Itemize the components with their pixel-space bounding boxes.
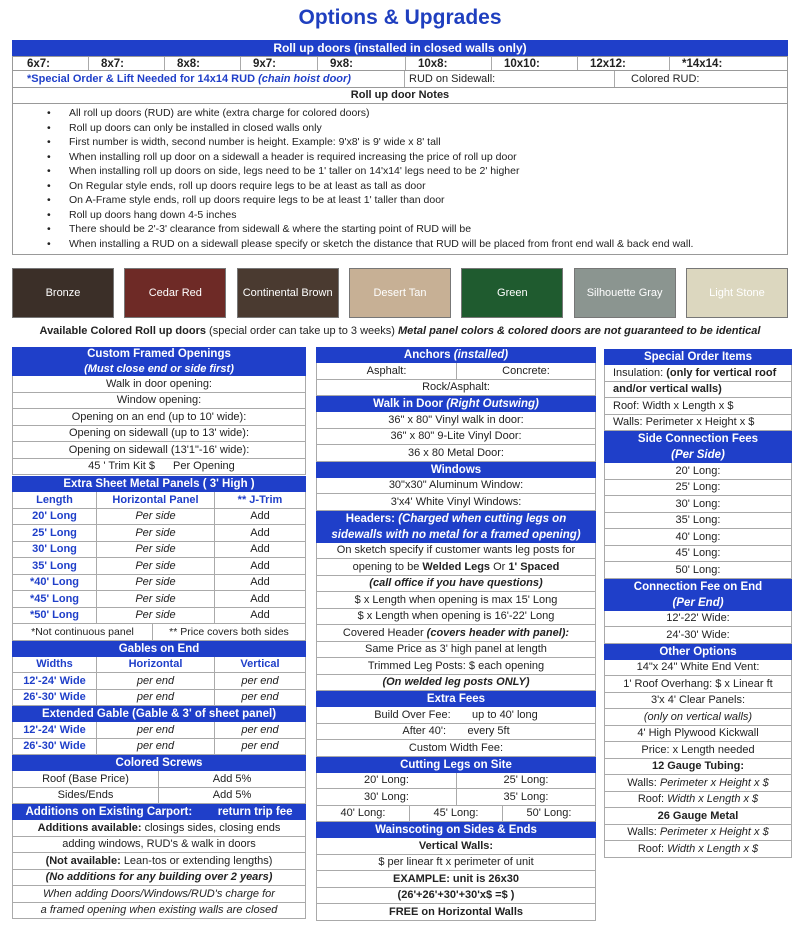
goe-row: 12'-24' Wide per end per end — [12, 673, 306, 690]
esm-length: *40' Long — [13, 575, 97, 591]
rud-note: • First number is width, second number is height. Example: 9'x8' is 9' wide x 8' tall — [13, 135, 787, 150]
rud-notes-list — [12, 104, 788, 255]
swatch-silhouette-gray: Silhouette Gray — [574, 268, 676, 318]
scf-row: 40' Long: — [604, 529, 792, 546]
scf-row: 25' Long: — [604, 480, 792, 497]
rud-note: • When installing a RUD on a sidewall please specify or sketch the distance that RUD will be placed from front end wall & back end wall. — [13, 237, 787, 252]
oo-line: 12 Gauge Tubing: — [604, 759, 792, 776]
esm-jtrim: Add — [250, 576, 270, 589]
esm-horizontal: Per side — [97, 591, 215, 607]
cut-title: Cutting Legs on Site — [316, 757, 596, 773]
fee-line: Custom Width Fee: — [316, 740, 596, 757]
oo-line: Walls: Perimeter x Height x $ — [604, 825, 792, 842]
headers-title-2: sidewalls with no metal for a framed opening) — [316, 527, 596, 543]
add-line: adding windows, RUD's & walk in doors — [12, 837, 306, 854]
esm-horizontal: Per side — [97, 525, 215, 541]
wain-line: FREE on Horizontal Walls — [316, 904, 596, 921]
wain-line: $ per linear ft x perimeter of unit — [316, 855, 596, 872]
esm-horizontal: Per side — [97, 575, 215, 591]
cut-row: 20' Long: 25' Long: — [316, 773, 596, 790]
ins-line: Insulation: (only for vertical roof — [604, 365, 792, 382]
wain-line: EXAMPLE: unit is 26x30 — [316, 871, 596, 888]
fee-line: Build Over Fee: up to 40' long — [316, 707, 596, 724]
esm-length: 30' Long — [13, 542, 97, 558]
window-row: 3'x4' White Vinyl Windows: — [316, 494, 596, 511]
rud-size: *14x14: — [682, 57, 723, 70]
cfe-row: 24'-30' Wide: — [604, 627, 792, 644]
rud-size: 8x8: — [165, 57, 241, 70]
swatch-light-stone: Light Stone — [686, 268, 788, 318]
eg-table — [12, 722, 306, 755]
esm-row — [12, 591, 306, 608]
cs-title: Colored Screws — [12, 755, 306, 771]
oo-title: Other Options — [604, 644, 792, 660]
scf-row: 30' Long: — [604, 496, 792, 513]
eg-row: 26'-30' Wide per end per end — [12, 739, 306, 756]
esm-horizontal: Per side — [97, 558, 215, 574]
goe-table — [12, 657, 306, 707]
page-title: Options & Upgrades — [298, 6, 502, 29]
goe-header-row: Widths Horizontal Vertical — [12, 657, 306, 674]
oo-line: 3'x 4' Clear Panels: — [604, 693, 792, 710]
oo-line: Roof: Width x Length x $ — [604, 841, 792, 858]
cut-row: 30' Long: 35' Long: — [316, 789, 596, 806]
rud-note: • On A-Frame style ends, roll up doors require legs to be at least 1' taller than door — [13, 193, 787, 208]
rud-note: • When installing roll up door on a sidewall a header is required increasing the price of roll up door — [13, 150, 787, 165]
esm-table — [12, 492, 306, 641]
cfe-row: 12'-22' Wide: — [604, 611, 792, 628]
headers-title: Headers: (Charged when cutting legs on — [316, 511, 596, 527]
rud-special-row — [12, 71, 788, 88]
add-line: When adding Doors/Windows/RUD's charge for — [12, 886, 306, 903]
ins-roof: Roof: Width x Length x $ — [604, 398, 792, 415]
cs-row: Sides/Ends Add 5% — [12, 788, 306, 805]
esm-row — [12, 542, 306, 559]
cfo-subtitle: (Must close end or side first) — [12, 362, 306, 376]
swatch-continental-brown: Continental Brown — [237, 268, 339, 318]
esm-length: 25' Long — [13, 525, 97, 541]
cfe-title: Connection Fee on End — [604, 579, 792, 595]
esm-length: *45' Long — [13, 591, 97, 607]
oo-line: (only on vertical walls) — [604, 709, 792, 726]
esm-row — [12, 608, 306, 625]
rud-note: • Roll up doors can only be installed in closed walls only — [13, 121, 787, 136]
anchors-title: Anchors (installed) — [316, 347, 596, 363]
wid-row: 36" x 80" Vinyl walk in door: — [316, 412, 596, 429]
cfe-subtitle: (Per End) — [604, 595, 792, 611]
esm-footer: *Not continuous panel ** Price covers both sides — [12, 624, 306, 641]
rud-note: • All roll up doors (RUD) are white (extra charge for colored doors) — [13, 106, 787, 121]
rud-section — [12, 40, 788, 255]
soi-title: Special Order Items — [604, 349, 792, 365]
add-line: Additions available: closings sides, closing ends — [12, 820, 306, 837]
cs-row: Roof (Base Price) Add 5% — [12, 771, 306, 788]
hdr-line: (On welded leg posts ONLY) — [316, 675, 596, 692]
esm-header-row: Length Horizontal Panel ** J-Trim — [12, 492, 306, 509]
swatch-cedar-red: Cedar Red — [124, 268, 226, 318]
cfo-title: Custom Framed Openings — [12, 347, 306, 362]
rud-size: 8x7: — [89, 57, 165, 70]
swatch-bronze: Bronze — [12, 268, 114, 318]
ins-line: and/or vertical walls) — [604, 382, 792, 399]
rud-special-note: (chain hoist door) — [258, 73, 351, 85]
scf-row: 45' Long: — [604, 546, 792, 563]
oo-line: 26 Gauge Metal — [604, 808, 792, 825]
rud-size: 9x8: — [318, 57, 406, 70]
esm-jtrim: Add — [250, 510, 270, 523]
esm-jtrim: Add — [250, 559, 270, 572]
esm-jtrim: Add — [250, 526, 270, 539]
rud-notes-title: Roll up door Notes — [12, 88, 788, 104]
hdr-line: $ x Length when opening is 16'-22' Long — [316, 609, 596, 626]
esm-row — [12, 558, 306, 575]
side-opening: Opening on sidewall (up to 13' wide): — [12, 426, 306, 443]
eg-row: 12'-24' Wide per end per end — [12, 722, 306, 739]
esm-length: 35' Long — [13, 558, 97, 574]
side-opening-2: Opening on sidewall (13'1"-16' wide): — [12, 442, 306, 459]
scf-row: 50' Long: — [604, 562, 792, 579]
windows-title: Windows — [316, 462, 596, 478]
rud-size: 10x10: — [492, 57, 578, 70]
rud-note: • When installing roll up doors on side, legs need to be 1' taller on 14'x14' legs need to be 2' higher — [13, 164, 787, 179]
oo-line: 1' Roof Overhang: $ x Linear ft — [604, 676, 792, 693]
rud-note: • There should be 2'-3' clearance from sidewall & where the starting point of RUD will be — [13, 222, 787, 237]
rock-asphalt: Rock/Asphalt: — [316, 380, 596, 397]
rud-note: • Roll up doors hang down 4-5 inches — [13, 208, 787, 223]
rud-header: Roll up doors (installed in closed walls only) — [12, 40, 788, 56]
rud-size: 12x12: — [578, 57, 670, 70]
color-swatches — [12, 268, 788, 318]
swatch-green: Green — [461, 268, 563, 318]
rud-special: *Special Order & Lift Needed for 14x14 RUD — [27, 73, 256, 85]
esm-horizontal: Per side — [97, 509, 215, 525]
esm-jtrim: Add — [250, 543, 270, 556]
hdr-line: $ x Length when opening is max 15' Long — [316, 592, 596, 609]
rud-size: 10x8: — [406, 57, 492, 70]
oo-line: Walls: Perimeter x Height x $ — [604, 775, 792, 792]
hdr-line: opening to be Welded Legs Or 1' Spaced — [316, 559, 596, 576]
wain-line: Vertical Walls: — [316, 838, 596, 855]
oo-line: Price: x Length needed — [604, 742, 792, 759]
esm-row — [12, 525, 306, 542]
trim-row: 45 ' Trim Kit $ Per Opening — [12, 459, 306, 476]
hdr-line: Covered Header (covers header with panel): — [316, 625, 596, 642]
esm-horizontal: Per side — [97, 542, 215, 558]
esm-horizontal: Per side — [97, 608, 215, 624]
color-caption: Available Colored Roll up doors (special order can take up to 3 weeks) Metal panel colors & colored doors are not guaranteed to be identical — [39, 325, 761, 337]
oo-line: Roof: Width x Length x $ — [604, 792, 792, 809]
anchors-row: Asphalt: Concrete: — [316, 363, 596, 380]
add-line: (Not available: Lean-tos or extending lengths) — [12, 853, 306, 870]
fees-title: Extra Fees — [316, 691, 596, 707]
scf-row: 35' Long: — [604, 513, 792, 530]
wain-title: Wainscoting on Sides & Ends — [316, 822, 596, 838]
additions-title: Additions on Existing Carport: return trip fee — [12, 804, 306, 820]
goe-title: Gables on End — [12, 641, 306, 657]
ins-walls: Walls: Perimeter x Height x $ — [604, 415, 792, 432]
esm-length: *50' Long — [13, 608, 97, 624]
scf-title: Side Connection Fees — [604, 431, 792, 447]
cs-table — [12, 771, 306, 804]
hdr-line: Same Price as 3' high panel at length — [316, 642, 596, 659]
esm-jtrim: Add — [250, 592, 270, 605]
rud-on-sidewall: RUD on Sidewall: — [405, 71, 615, 87]
rud-note: • On Regular style ends, roll up doors require legs to be at least as tall as door — [13, 179, 787, 194]
rud-size: 6x7: — [13, 57, 89, 70]
cut-row: 40' Long: 45' Long: 50' Long: — [316, 806, 596, 823]
rud-size: 9x7: — [241, 57, 318, 70]
wid-row: 36" x 80" 9-Lite Vinyl Door: — [316, 429, 596, 446]
window-row: 30"x30" Aluminum Window: — [316, 478, 596, 495]
wain-line: (26'+26'+30'+30'x$ =$ ) — [316, 888, 596, 905]
oo-line: 4' High Plywood Kickwall — [604, 726, 792, 743]
middle-column — [316, 347, 596, 921]
esm-jtrim: Add — [250, 609, 270, 622]
window-opening: Window opening: — [12, 393, 306, 410]
end-opening: Opening on an end (up to 10' wide): — [12, 409, 306, 426]
walk-in-opening: Walk in door opening: — [12, 376, 306, 393]
fee-line: After 40': every 5ft — [316, 724, 596, 741]
hdr-line: On sketch specify if customer wants leg posts for — [316, 543, 596, 560]
wid-row: 36 x 80 Metal Door: — [316, 445, 596, 462]
eg-title: Extended Gable (Gable & 3' of sheet panel) — [12, 706, 306, 722]
swatch-desert-tan: Desert Tan — [349, 268, 451, 318]
add-line: (No additions for any building over 2 years) — [12, 870, 306, 887]
oo-line: 14"x 24" White End Vent: — [604, 660, 792, 677]
rud-sizes-row — [12, 56, 788, 71]
hdr-line: Trimmed Leg Posts: $ each opening — [316, 658, 596, 675]
esm-row — [12, 509, 306, 526]
hdr-line: (call office if you have questions) — [316, 576, 596, 593]
scf-row: 20' Long: — [604, 463, 792, 480]
rud-colored: Colored RUD: — [631, 73, 700, 85]
add-line: a framed opening when existing walls are closed — [12, 903, 306, 920]
esm-length: 20' Long — [13, 509, 97, 525]
scf-subtitle: (Per Side) — [604, 447, 792, 463]
goe-row: 26'-30' Wide per end per end — [12, 690, 306, 707]
left-column — [12, 347, 306, 919]
wid-title: Walk in Door (Right Outswing) — [316, 396, 596, 412]
esm-row — [12, 575, 306, 592]
esm-title: Extra Sheet Metal Panels ( 3' High ) — [12, 476, 306, 492]
right-column — [604, 349, 792, 858]
